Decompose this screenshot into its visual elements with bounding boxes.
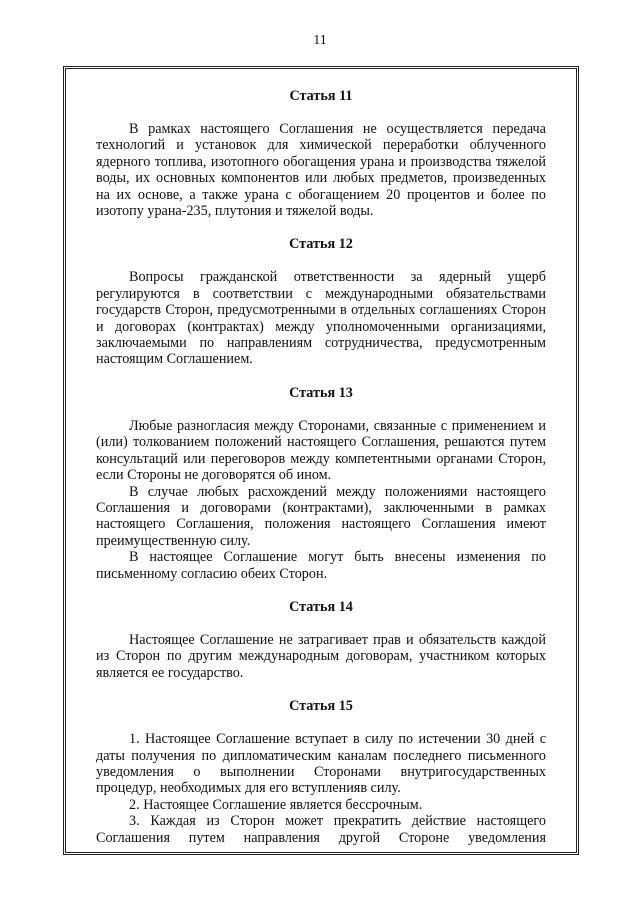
article-11 xyxy=(96,87,546,219)
article-title: Статья 15 xyxy=(289,698,353,715)
paragraph: В рамках настоящего Соглашения не осуществляется передача технологий и установок для химической переработки облученного ядерного топлива, изотопного обогащения урана и производства тяжелой воды, их основных компонентов или любых предметов, произведенных на их основе, а также урана с обогащением 20 процентов и более по изотопу урана-235, плутония и тяжелой воды. xyxy=(96,121,546,220)
paragraph: В случае любых расхождений между положениями настоящего Соглашения и договорами (контрактами), заключенными в рамках настоящего Соглашения, положения настоящего Соглашения имеют преимущественную силу. xyxy=(96,483,546,549)
article-15 xyxy=(96,697,546,846)
paragraph: В настоящее Соглашение могут быть внесены изменения по письменному согласию обеих Сторон. xyxy=(96,549,546,582)
paragraph: 3. Каждая из Сторон может прекратить действие настоящего Соглашения путем направления другой Стороне уведомления xyxy=(96,813,546,846)
document-body xyxy=(96,87,546,855)
paragraph: 2. Настоящее Соглашение является бессрочным. xyxy=(129,796,423,813)
article-13 xyxy=(96,384,546,582)
article-12 xyxy=(96,235,546,367)
article-title: Статья 14 xyxy=(289,598,353,615)
paragraph: Настоящее Соглашение не затрагивает прав и обязательств каждой из Сторон по другим международным договорам, участником которых является ее государство. xyxy=(96,631,546,681)
article-14 xyxy=(96,598,546,681)
document-frame xyxy=(63,66,579,855)
paragraph: 1. Настоящее Соглашение вступает в силу по истечении 30 дней с даты получения по дипломатическим каналам последнего письменного уведомления о выполнении Сторонами внутригосударственных процедур, необходимых для его вступленияв силу. xyxy=(96,731,546,797)
paragraph: Любые разногласия между Сторонами, связанные с применением и (или) толкованием положений настоящего Соглашения, решаются путем консультаций или переговоров между компетентными органами Сторон, если Стороны не договорятся об ином. xyxy=(96,417,546,484)
page-number: 11 xyxy=(313,33,327,48)
article-title: Статья 11 xyxy=(289,88,353,104)
article-title: Статья 12 xyxy=(289,236,353,253)
paragraph: Вопросы гражданской ответственности за ядерный ущерб регулируются в соответствии с международными обязательствами государств Сторон, предусмотренными в отдельных соглашениях Сторон и договорах (контрактах) между уполномоченными организациями, заключаемыми по направлениям сотрудничества, предусмотренным настоящим Соглашением. xyxy=(96,269,546,368)
article-title: Статья 13 xyxy=(289,384,353,401)
